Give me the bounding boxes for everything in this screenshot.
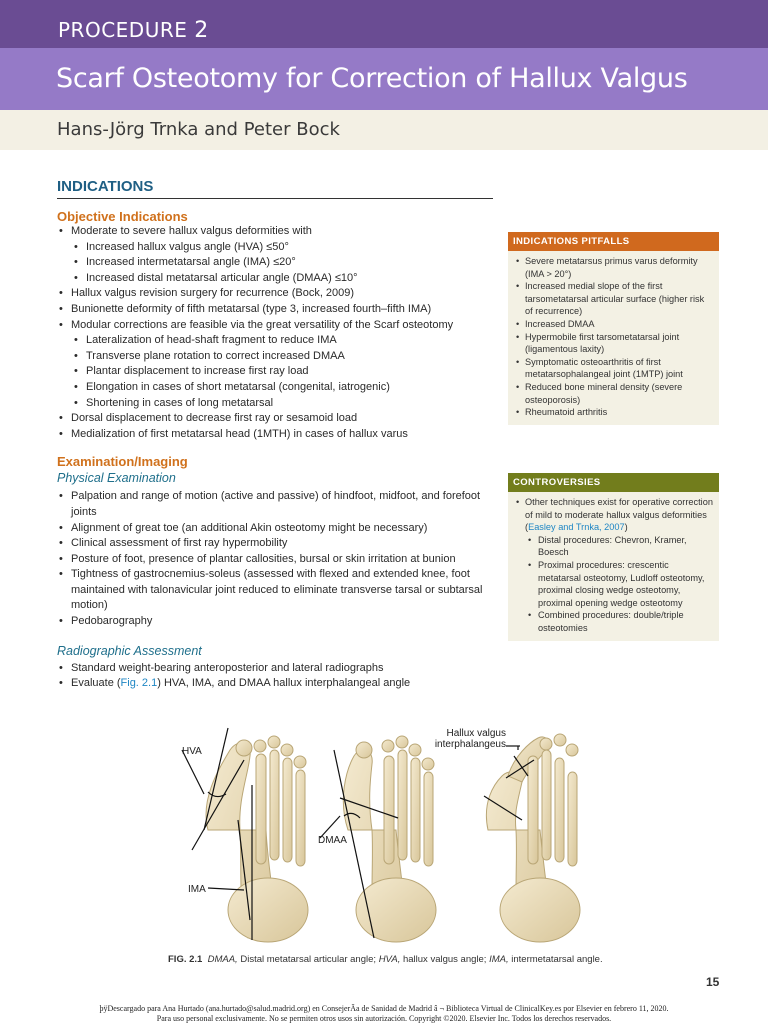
indications-list: [57, 224, 497, 442]
list-item: • Medialization of first metatarsal head (1MTH) in cases of hallux varus: [57, 427, 497, 443]
foot-illustration-1: [206, 736, 308, 942]
main-column: [57, 178, 497, 692]
list-item: • Modular corrections are feasible via the great versatility of the Scarf osteotomy: [57, 318, 497, 334]
list-item: • Pedobarography: [57, 614, 497, 630]
controversies-box: [508, 473, 719, 641]
list-item: • Bunionette deformity of fifth metatarsal (type 3, increased fourth–fifth IMA): [57, 302, 497, 318]
physical-examination-heading: Physical Examination: [57, 471, 176, 486]
procedure-word: PROCEDURE: [58, 18, 188, 42]
procedure-number: 2: [194, 18, 209, 43]
foot-illustration-3: [486, 734, 580, 942]
list-item: • Elongation in cases of short metatarsal (congenital, iatrogenic): [57, 380, 497, 396]
authors: Hans-Jörg Trnka and Peter Bock: [57, 119, 340, 140]
list-item: • Clinical assessment of first ray hypermobility: [57, 536, 497, 552]
list-item: • Shortening in cases of long metatarsal: [57, 396, 497, 412]
list-item: • Hypermobile first tarsometatarsal joint (ligamentous laxity): [514, 331, 713, 356]
page-number: 15: [706, 975, 720, 989]
list-item: • Moderate to severe hallux valgus deformities with: [57, 224, 497, 240]
controversies-box-header: CONTROVERSIES: [508, 473, 719, 492]
list-item: • Increased distal metatarsal articular angle (DMAA) ≤10°: [57, 271, 497, 287]
foot-radiograph-illustration: [168, 720, 608, 948]
list-item: • Evaluate (Fig. 2.1) HVA, IMA, and DMAA hallux interphalangeal angle: [57, 676, 497, 692]
list-item: • Proximal procedures: crescentic metatarsal osteotomy, Ludloff osteotomy, proximal closing wedge osteotomy, proximal opening wedge osteotomy: [514, 559, 713, 609]
objective-indications-heading: Objective Indications: [57, 209, 188, 224]
list-item: • Lateralization of head-shaft fragment to reduce IMA: [57, 333, 497, 349]
list-item: • Increased hallux valgus angle (HVA) ≤50°: [57, 240, 497, 256]
procedure-label: [58, 18, 209, 43]
reference-link[interactable]: Easley and Trnka, 2007: [528, 522, 625, 533]
pitfalls-box-header: INDICATIONS PITFALLS: [508, 232, 719, 251]
list-item: • Tightness of gastrocnemius-soleus (assessed with flexed and extended knee, foot maintained with talonavicular joint reduced to eliminate transverse tarsal or subtarsal motion): [57, 567, 497, 614]
authors-banner: [0, 110, 768, 150]
radiographic-assessment-heading: Radiographic Assessment: [57, 643, 202, 658]
list-item: • Increased DMAA: [514, 318, 713, 331]
list-item: • Alignment of great toe (an additional Akin osteotomy might be necessary): [57, 521, 497, 537]
list-item: • Reduced bone mineral density (severe osteoporosis): [514, 381, 713, 406]
list-item: • Rheumatoid arthritis: [514, 406, 713, 419]
figure-link[interactable]: Fig. 2.1: [120, 677, 158, 690]
list-item: • Increased intermetatarsal angle (IMA) ≤20°: [57, 255, 497, 271]
list-item: • Dorsal displacement to decrease first ray or sesamoid load: [57, 411, 497, 427]
list-item: • Symptomatic osteoarthritis of first metatarsophalangeal joint (1MTP) joint: [514, 356, 713, 381]
download-footer: þÿDescargado para Ana Hurtado (ana.hurtado@salud.madrid.org) en ConsejerÃa de Sanidad de Madrid â ¬ Biblioteca Virtual de ClinicalKey.es por Elsevier en febrero 11, 2020. Para uso personal exclusivamente. No se permiten otros usos sin autorización. Copyright ©2020. Elsevier Inc. Todos los derechos reservados.: [99, 1004, 669, 1023]
radiographic-list: [57, 661, 497, 692]
ima-label: IMA: [188, 884, 206, 895]
list-item: • Transverse plane rotation to correct increased DMAA: [57, 349, 497, 365]
list-item: • Distal procedures: Chevron, Kramer, Boesch: [514, 534, 713, 559]
list-item: • Other techniques exist for operative correction of mild to moderate hallux valgus deformities (Easley and Trnka, 2007): [514, 496, 713, 534]
physical-examination-list: [57, 489, 497, 629]
dmaa-label: DMAA: [318, 835, 347, 846]
figure-caption: FIG. 2.1 DMAA, Distal metatarsal articular angle; HVA, hallux valgus angle; IMA, intermetatarsal angle.: [168, 954, 603, 965]
procedure-banner: [0, 0, 768, 48]
pitfalls-list: [508, 251, 719, 425]
title-banner: [0, 48, 768, 110]
indications-heading: INDICATIONS: [57, 178, 493, 199]
list-item: • Increased medial slope of the first tarsometatarsal articular surface (higher risk of recurrence): [514, 280, 713, 318]
figure-2-1: [168, 720, 608, 948]
list-item: • Hallux valgus revision surgery for recurrence (Bock, 2009): [57, 286, 497, 302]
list-item: • Palpation and range of motion (active and passive) of hindfoot, midfoot, and forefoot joints: [57, 489, 497, 520]
hva-label: HVA: [182, 746, 202, 757]
examination-heading: Examination/Imaging: [57, 454, 188, 470]
list-item: • Plantar displacement to increase first ray load: [57, 364, 497, 380]
list-item: • Standard weight-bearing anteroposterior and lateral radiographs: [57, 661, 497, 677]
controversies-list: [508, 492, 719, 641]
chapter-title: Scarf Osteotomy for Correction of Hallux Valgus: [56, 63, 688, 94]
hallux-valgus-interphalangeus-label: Hallux valgus interphalangeus: [434, 728, 506, 750]
list-item: • Severe metatarsus primus varus deformity (IMA > 20°): [514, 255, 713, 280]
foot-illustration-2: [343, 736, 436, 942]
indications-pitfalls-box: [508, 232, 719, 425]
list-item: • Combined procedures: double/triple osteotomies: [514, 609, 713, 634]
list-item: • Posture of foot, presence of plantar callosities, bursal or skin irritation at bunion: [57, 552, 497, 568]
